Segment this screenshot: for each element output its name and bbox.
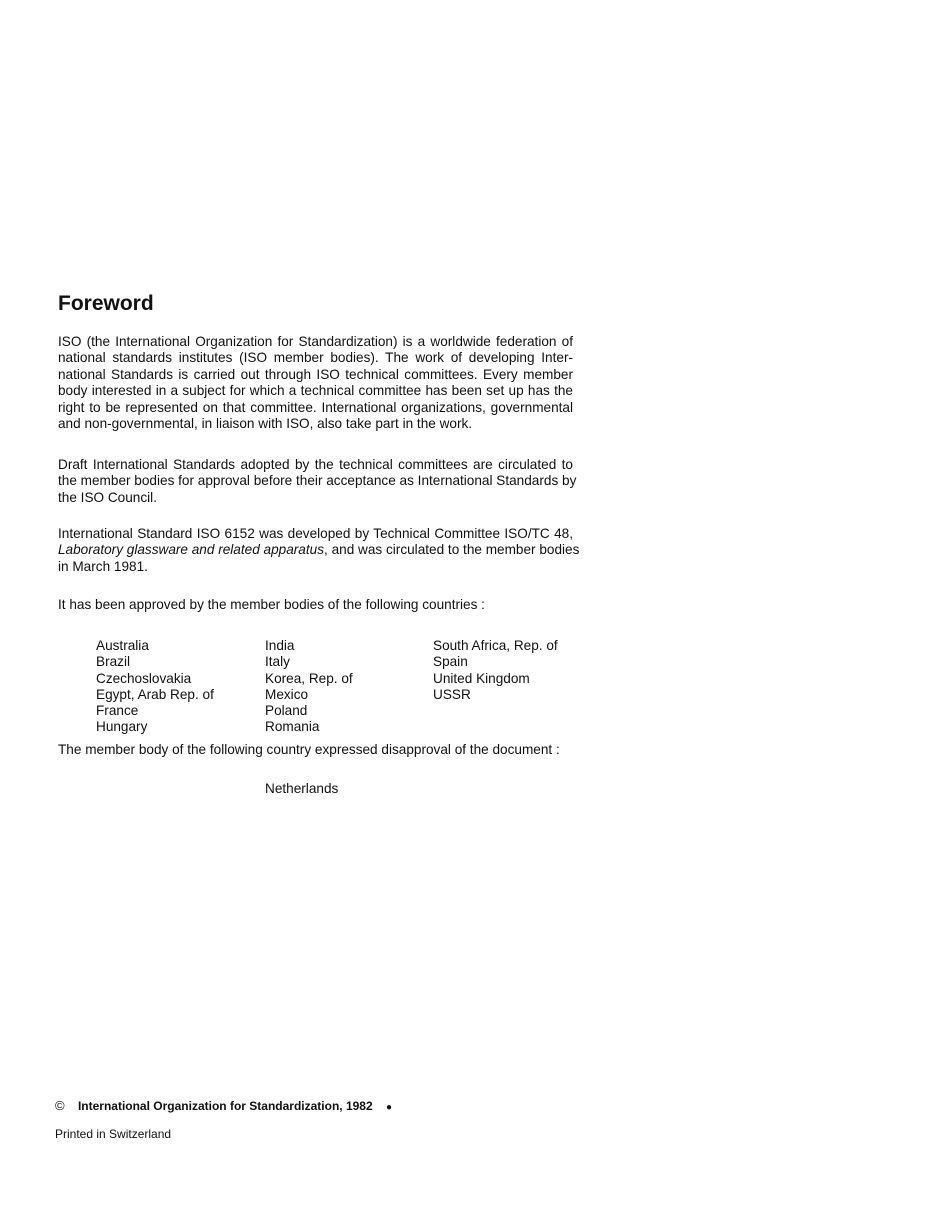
country: Brazil [96,654,130,670]
text-line [58,542,580,558]
country: Czechoslovakia [96,670,192,686]
country: Romania [265,719,320,735]
country: United Kingdom [433,670,530,686]
text-line: right to be represented on that committee. International organizations, governmental [58,399,573,415]
country: Hungary [96,719,148,735]
bullet-icon: ● [386,1102,393,1113]
country: India [265,638,295,653]
disapproval-country: Netherlands [265,781,339,796]
copyright-icon: © [55,1098,65,1113]
text-line: ISO (the International Organization for Standardization) is a worldwide federation of [58,334,573,349]
text-line: national standards institutes (ISO member bodies). The work of developing Inter- [58,350,573,366]
country: South Africa, Rep. of [433,638,558,653]
country: USSR [433,686,471,702]
text-line: body interested in a subject for which a technical committee has been set up has the [58,383,573,399]
copyright-text: International Organization for Standardization, 1982 [77,1099,373,1113]
text-line: national Standards is carried out through ISO technical committees. Every member [58,366,573,382]
country: Italy [265,654,290,670]
country: Australia [96,638,149,653]
country: Korea, Rep. of [265,670,353,686]
text-line: Draft International Standards adopted by the technical committees are circulated to [58,457,573,472]
country: Spain [433,654,468,670]
text-line: the ISO Council. [58,489,157,505]
country: France [96,703,139,719]
paragraph-iso-intro [58,334,573,432]
committee-title: Laboratory glassware and related apparatus [58,542,325,558]
countries-column-2 [265,638,353,736]
country: Egypt, Arab Rep. of [96,686,214,702]
countries-column-3 [433,638,558,703]
text-fragment: , and was circulated to the member bodies [324,542,580,558]
page-title: Foreword [58,292,154,315]
country: Mexico [265,686,309,702]
paragraph-standard-info [58,526,580,575]
text-line: in March 1981. [58,558,148,574]
text-line: International Standard ISO 6152 was developed by Technical Committee ISO/TC 48, [58,526,573,541]
text-line: and non-governmental, in liaison with ISO, also take part in the work. [58,416,473,432]
approval-intro: It has been approved by the member bodies of the following countries : [58,597,485,612]
countries-column-1 [96,638,214,736]
country: Poland [265,703,308,719]
copyright-line [55,1098,392,1113]
paragraph-drafts [58,457,577,506]
text-line: the member bodies for approval before their acceptance as International Standards by [58,473,577,489]
disapproval-intro: The member body of the following country expressed disapproval of the document : [58,742,560,757]
printed-in: Printed in Switzerland [55,1127,172,1141]
